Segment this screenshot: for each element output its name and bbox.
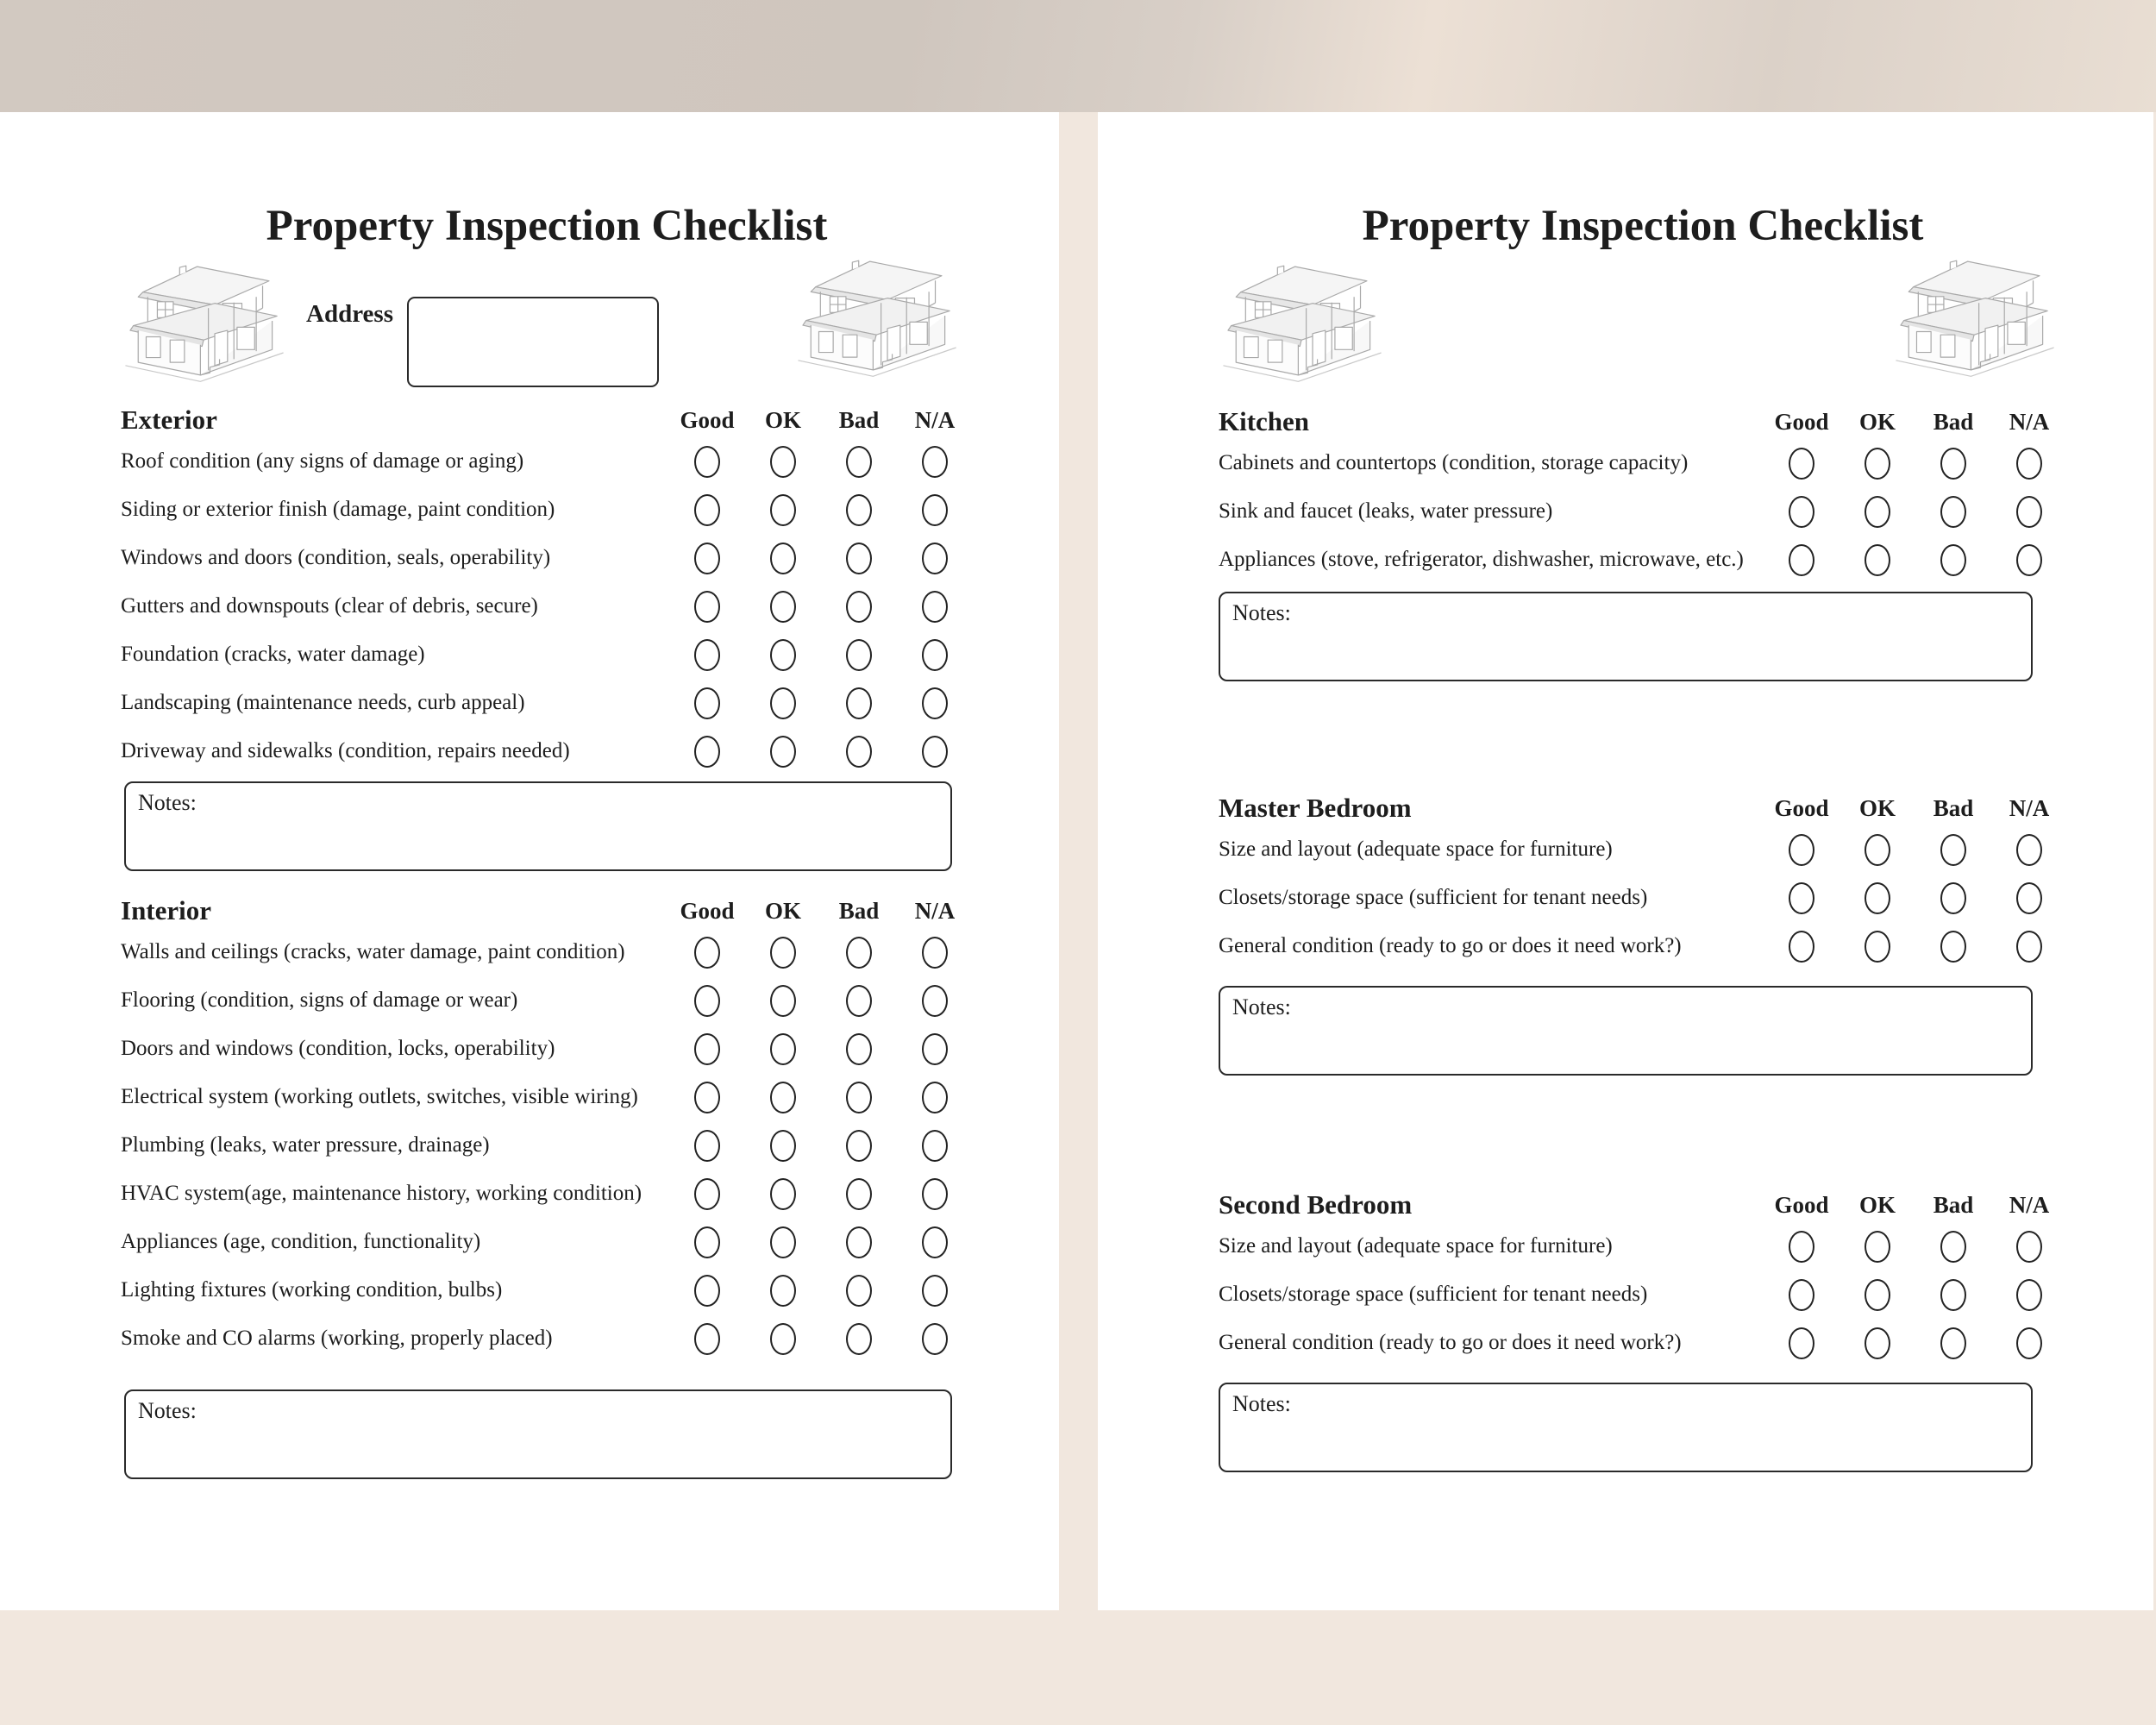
checklist-item-label: General condition (ready to go or does it need work?) (1219, 934, 1682, 958)
checklist-row (121, 1170, 973, 1218)
radio-bad[interactable] (846, 985, 872, 1017)
radio-good[interactable] (694, 1130, 720, 1162)
radio-good[interactable] (1789, 544, 1814, 576)
radio-good[interactable] (1789, 882, 1814, 914)
radio-ok[interactable] (1865, 1279, 1890, 1311)
radio-na[interactable] (922, 1178, 948, 1210)
checklist-row (121, 1025, 973, 1073)
radio-na[interactable] (2016, 448, 2042, 480)
radio-ok[interactable] (770, 1226, 796, 1258)
notes-label: Notes: (1232, 1391, 1291, 1417)
radio-ok[interactable] (770, 494, 796, 526)
checklist-row (1219, 922, 2067, 970)
radio-na[interactable] (922, 687, 948, 719)
rating-column-ok: OK (764, 897, 801, 924)
radio-ok[interactable] (770, 687, 796, 719)
checklist-rows (1219, 1222, 2067, 1367)
checklist-row (1219, 874, 2067, 922)
rating-column-good: Good (680, 897, 735, 924)
radio-ok[interactable] (770, 736, 796, 768)
radio-na[interactable] (2016, 1279, 2042, 1311)
checklist-item-label: Lighting fixtures (working condition, bulbs) (121, 1278, 503, 1302)
section-title: Exterior (121, 405, 217, 436)
radio-ok[interactable] (770, 1323, 796, 1355)
address-label: Address (306, 300, 393, 329)
radio-good[interactable] (694, 1323, 720, 1355)
section-title: Second Bedroom (1219, 1189, 1413, 1220)
radio-ok[interactable] (770, 543, 796, 574)
radio-bad[interactable] (1940, 1327, 1966, 1359)
radio-bad[interactable] (1940, 496, 1966, 528)
notes-box[interactable] (124, 1389, 952, 1479)
radio-bad[interactable] (846, 591, 872, 623)
radio-na[interactable] (2016, 931, 2042, 963)
notes-box[interactable] (1219, 592, 2033, 681)
checklist-item-label: Foundation (cracks, water damage) (121, 643, 425, 667)
rating-column-good: Good (1774, 1191, 1829, 1218)
house-sketch-icon (1890, 252, 2060, 380)
radio-ok[interactable] (770, 1033, 796, 1065)
radio-ok[interactable] (1865, 1327, 1890, 1359)
section-second-bedroom (1219, 1189, 2067, 1472)
radio-good[interactable] (1789, 1231, 1814, 1263)
checklist-item-label: Sink and faucet (leaks, water pressure) (1219, 499, 1553, 524)
radio-bad[interactable] (846, 1226, 872, 1258)
radio-good[interactable] (694, 736, 720, 768)
radio-bad[interactable] (846, 1033, 872, 1065)
checklist-item-label: Smoke and CO alarms (working, properly placed) (121, 1327, 553, 1351)
radio-ok[interactable] (1865, 1231, 1890, 1263)
checklist-rows (121, 928, 973, 1363)
rating-columns-header (669, 898, 973, 925)
radio-bad[interactable] (846, 1178, 872, 1210)
radio-bad[interactable] (1940, 882, 1966, 914)
checklist-item-label: Walls and ceilings (cracks, water damage, paint condition) (121, 940, 625, 964)
checklist-row (1219, 825, 2067, 874)
checklist-row (121, 928, 973, 976)
notes-label: Notes: (138, 790, 197, 816)
radio-good[interactable] (694, 1226, 720, 1258)
rating-column-na: N/A (2009, 1191, 2050, 1218)
section-header (1219, 406, 2067, 437)
radio-bad[interactable] (1940, 931, 1966, 963)
checklist-row (1219, 536, 2067, 584)
rating-column-bad: Bad (1933, 1191, 1974, 1218)
checklist-item-label: Doors and windows (condition, locks, operability) (121, 1037, 555, 1061)
checklist-row (121, 630, 973, 679)
radio-ok[interactable] (1865, 882, 1890, 914)
radio-good[interactable] (1789, 1327, 1814, 1359)
radio-bad[interactable] (846, 1323, 872, 1355)
radio-ok[interactable] (770, 446, 796, 478)
checklist-row (121, 534, 973, 582)
radio-good[interactable] (694, 937, 720, 969)
radio-ok[interactable] (770, 591, 796, 623)
checklist-item-label: Gutters and downspouts (clear of debris, secure) (121, 594, 538, 618)
checklist-item-label: Landscaping (maintenance needs, curb appeal) (121, 691, 525, 715)
radio-bad[interactable] (846, 1082, 872, 1113)
section-interior (121, 895, 973, 1479)
checklist-row (121, 437, 973, 486)
house-sketch-icon (119, 257, 290, 385)
rating-column-ok: OK (1858, 794, 1896, 821)
checklist-row (121, 1266, 973, 1314)
page-1 (0, 112, 1059, 1610)
radio-na[interactable] (922, 639, 948, 671)
checklist-row (121, 1218, 973, 1266)
radio-na[interactable] (2016, 834, 2042, 866)
checklist-row (1219, 487, 2067, 536)
radio-na[interactable] (922, 494, 948, 526)
page-title: Property Inspection Checklist (266, 202, 828, 250)
section-header (121, 895, 973, 926)
notes-label: Notes: (138, 1398, 197, 1424)
rating-column-na: N/A (2009, 408, 2050, 435)
checklist-item-label: HVAC system(age, maintenance history, working condition) (121, 1182, 642, 1206)
radio-ok[interactable] (770, 1082, 796, 1113)
page-title: Property Inspection Checklist (1362, 202, 1924, 250)
checklist-item-label: Siding or exterior finish (damage, paint condition) (121, 498, 555, 522)
checklist-item-label: General condition (ready to go or does it need work?) (1219, 1331, 1682, 1355)
section-header (121, 405, 973, 436)
radio-ok[interactable] (1865, 544, 1890, 576)
checklist-row (1219, 439, 2067, 487)
radio-bad[interactable] (1940, 1279, 1966, 1311)
radio-good[interactable] (694, 985, 720, 1017)
notes-box[interactable] (1219, 1383, 2033, 1472)
radio-good[interactable] (694, 1275, 720, 1307)
checklist-rows (121, 437, 973, 775)
radio-good[interactable] (694, 1082, 720, 1113)
radio-na[interactable] (922, 736, 948, 768)
radio-na[interactable] (922, 1226, 948, 1258)
checklist-row (121, 1314, 973, 1363)
radio-bad[interactable] (846, 1130, 872, 1162)
checklist-item-label: Plumbing (leaks, water pressure, drainage) (121, 1133, 490, 1157)
radio-good[interactable] (694, 446, 720, 478)
checklist-row (1219, 1319, 2067, 1367)
radio-na[interactable] (922, 543, 948, 574)
radio-bad[interactable] (846, 687, 872, 719)
page-2 (1098, 112, 2153, 1610)
radio-ok[interactable] (1865, 448, 1890, 480)
radio-bad[interactable] (846, 736, 872, 768)
section-master-bedroom (1219, 793, 2067, 1076)
radio-ok[interactable] (770, 937, 796, 969)
rating-columns-header (1764, 409, 2067, 436)
rating-column-na: N/A (914, 897, 956, 924)
radio-na[interactable] (922, 1082, 948, 1113)
rating-column-bad: Bad (1933, 408, 1974, 435)
rating-column-na: N/A (2009, 794, 2050, 821)
radio-ok[interactable] (1865, 496, 1890, 528)
radio-good[interactable] (694, 1178, 720, 1210)
radio-bad[interactable] (846, 1275, 872, 1307)
radio-ok[interactable] (770, 1178, 796, 1210)
radio-na[interactable] (922, 446, 948, 478)
radio-good[interactable] (694, 639, 720, 671)
radio-good[interactable] (1789, 448, 1814, 480)
section-kitchen (1219, 406, 2067, 681)
rating-columns-header (1764, 1192, 2067, 1219)
rating-column-ok: OK (1858, 1191, 1896, 1218)
rating-column-bad: Bad (838, 406, 880, 433)
section-exterior (121, 405, 973, 871)
radio-na[interactable] (922, 937, 948, 969)
radio-good[interactable] (1789, 834, 1814, 866)
rating-column-ok: OK (764, 406, 801, 433)
radio-na[interactable] (922, 1275, 948, 1307)
checklist-item-label: Appliances (age, condition, functionality) (121, 1230, 481, 1254)
checklist-row (121, 679, 973, 727)
checklist-item-label: Roof condition (any signs of damage or aging) (121, 449, 524, 474)
radio-good[interactable] (694, 1033, 720, 1065)
radio-na[interactable] (2016, 496, 2042, 528)
rating-column-na: N/A (914, 406, 956, 433)
checklist-item-label: Electrical system (working outlets, switches, visible wiring) (121, 1085, 638, 1109)
checklist-item-label: Closets/storage space (sufficient for tenant needs) (1219, 886, 1648, 910)
notes-box[interactable] (124, 781, 952, 871)
radio-good[interactable] (1789, 496, 1814, 528)
radio-bad[interactable] (846, 543, 872, 574)
checklist-row (121, 582, 973, 630)
checklist-item-label: Windows and doors (condition, seals, operability) (121, 546, 551, 570)
notes-box[interactable] (1219, 986, 2033, 1076)
checklist-item-label: Flooring (condition, signs of damage or wear) (121, 988, 518, 1013)
radio-bad[interactable] (1940, 544, 1966, 576)
radio-na[interactable] (2016, 882, 2042, 914)
section-title: Kitchen (1219, 406, 1310, 437)
radio-good[interactable] (694, 591, 720, 623)
radio-ok[interactable] (770, 1275, 796, 1307)
checklist-item-label: Cabinets and countertops (condition, storage capacity) (1219, 451, 1689, 475)
rating-columns-header (669, 407, 973, 434)
radio-bad[interactable] (846, 494, 872, 526)
section-title: Interior (121, 895, 212, 926)
checklist-rows (1219, 439, 2067, 584)
section-title: Master Bedroom (1219, 793, 1412, 824)
house-sketch-icon (792, 252, 962, 380)
checklist-row (121, 486, 973, 534)
radio-ok[interactable] (770, 1130, 796, 1162)
radio-good[interactable] (1789, 1279, 1814, 1311)
house-sketch-icon (1217, 257, 1388, 385)
radio-na[interactable] (2016, 544, 2042, 576)
rating-column-bad: Bad (838, 897, 880, 924)
radio-na[interactable] (2016, 1327, 2042, 1359)
checklist-item-label: Size and layout (adequate space for furniture) (1219, 1234, 1613, 1258)
rating-column-ok: OK (1858, 408, 1896, 435)
checklist-row (1219, 1270, 2067, 1319)
radio-bad[interactable] (1940, 1231, 1966, 1263)
radio-ok[interactable] (770, 985, 796, 1017)
checklist-row (121, 1121, 973, 1170)
address-input[interactable] (407, 297, 659, 387)
radio-na[interactable] (2016, 1231, 2042, 1263)
radio-na[interactable] (922, 591, 948, 623)
checklist-rows (1219, 825, 2067, 970)
radio-bad[interactable] (1940, 448, 1966, 480)
notes-label: Notes: (1232, 994, 1291, 1020)
rating-column-good: Good (1774, 794, 1829, 821)
radio-bad[interactable] (1940, 834, 1966, 866)
notes-label: Notes: (1232, 600, 1291, 626)
checklist-item-label: Size and layout (adequate space for furniture) (1219, 837, 1613, 862)
top-shadow-band (0, 0, 2156, 112)
radio-ok[interactable] (770, 639, 796, 671)
radio-na[interactable] (922, 1130, 948, 1162)
rating-column-bad: Bad (1933, 794, 1974, 821)
section-header (1219, 1189, 2067, 1220)
rating-columns-header (1764, 795, 2067, 822)
radio-bad[interactable] (846, 639, 872, 671)
radio-good[interactable] (694, 494, 720, 526)
radio-bad[interactable] (846, 937, 872, 969)
rating-column-good: Good (680, 406, 735, 433)
section-header (1219, 793, 2067, 824)
radio-ok[interactable] (1865, 834, 1890, 866)
rating-column-good: Good (1774, 408, 1829, 435)
radio-bad[interactable] (846, 446, 872, 478)
radio-na[interactable] (922, 1033, 948, 1065)
radio-ok[interactable] (1865, 931, 1890, 963)
checklist-item-label: Driveway and sidewalks (condition, repairs needed) (121, 739, 570, 763)
checklist-row (121, 976, 973, 1025)
checklist-item-label: Closets/storage space (sufficient for tenant needs) (1219, 1283, 1648, 1307)
radio-good[interactable] (694, 687, 720, 719)
radio-good[interactable] (694, 543, 720, 574)
radio-good[interactable] (1789, 931, 1814, 963)
checklist-row (121, 1073, 973, 1121)
checklist-row (1219, 1222, 2067, 1270)
checklist-item-label: Appliances (stove, refrigerator, dishwasher, microwave, etc.) (1219, 548, 1744, 572)
radio-na[interactable] (922, 1323, 948, 1355)
radio-na[interactable] (922, 985, 948, 1017)
checklist-row (121, 727, 973, 775)
